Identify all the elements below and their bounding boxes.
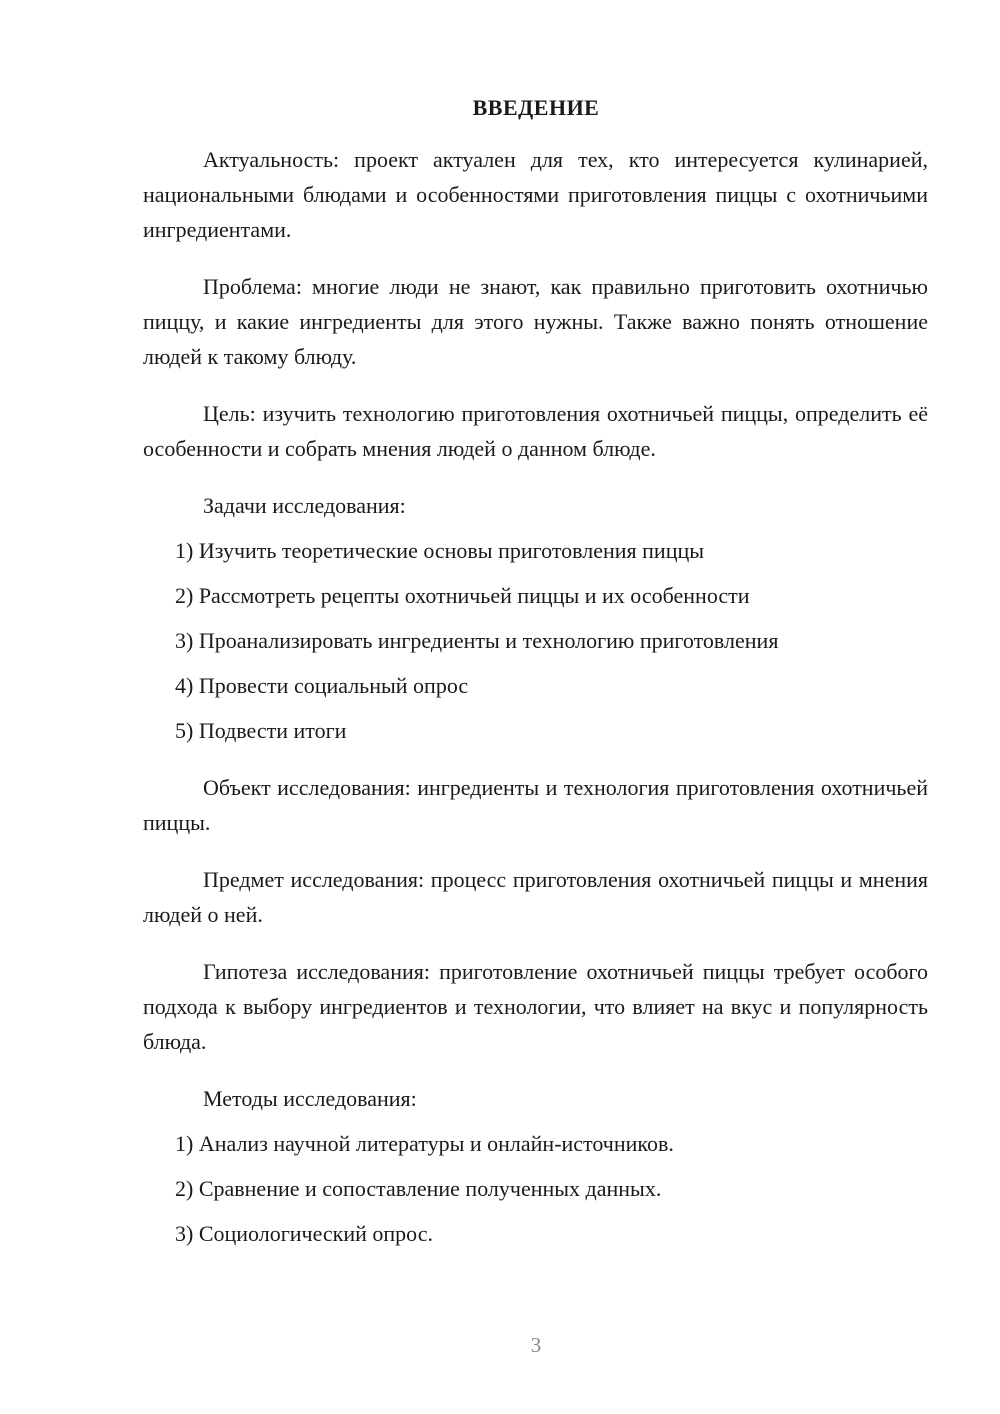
tasks-list <box>143 533 928 748</box>
methods-list <box>143 1126 928 1251</box>
page-title: ВВЕДЕНИЕ <box>472 95 600 120</box>
tasks-heading: Задачи исследования: <box>203 493 406 518</box>
list-item: 3) Социологический опрос. <box>175 1221 433 1246</box>
page-number: 3 <box>530 1333 542 1357</box>
subject-paragraph: Предмет исследования: процесс приготовления охотничьей пиццы и мнения людей о ней. <box>143 867 928 927</box>
hypothesis-paragraph: Гипотеза исследования: приготовление охотничьей пиццы требует особого подхода к выбору ингредиентов и технологии, что влияет на вкус и популярность блюда. <box>143 959 928 1054</box>
list-item: 1) Изучить теоретические основы приготовления пиццы <box>175 538 705 563</box>
list-item: 2) Рассмотреть рецепты охотничьей пиццы и их особенности <box>175 583 750 608</box>
list-item: 5) Подвести итоги <box>175 718 347 743</box>
list-item: 4) Провести социальный опрос <box>175 673 469 698</box>
problem-paragraph: Проблема: многие люди не знают, как правильно приготовить охотничью пиццу, и какие ингредиенты для этого нужны. Также важно понять отношение людей к такому блюду. <box>143 274 928 369</box>
relevance-paragraph: Актуальность: проект актуален для тех, кто интересуется кулинарией, национальными блюдами и особенностями приготовления пиццы с охотничьими ингредиентами. <box>143 147 928 242</box>
list-item: 1) Анализ научной литературы и онлайн-источников. <box>175 1131 674 1156</box>
list-item: 3) Проанализировать ингредиенты и технологию приготовления <box>175 628 779 653</box>
object-paragraph: Объект исследования: ингредиенты и технология приготовления охотничьей пиццы. <box>143 775 928 835</box>
document-body <box>143 142 928 1273</box>
goal-paragraph: Цель: изучить технологию приготовления охотничьей пиццы, определить её особенности и собрать мнения людей о данном блюде. <box>143 401 928 461</box>
methods-heading: Методы исследования: <box>203 1086 417 1111</box>
list-item: 2) Сравнение и сопоставление полученных данных. <box>175 1176 662 1201</box>
